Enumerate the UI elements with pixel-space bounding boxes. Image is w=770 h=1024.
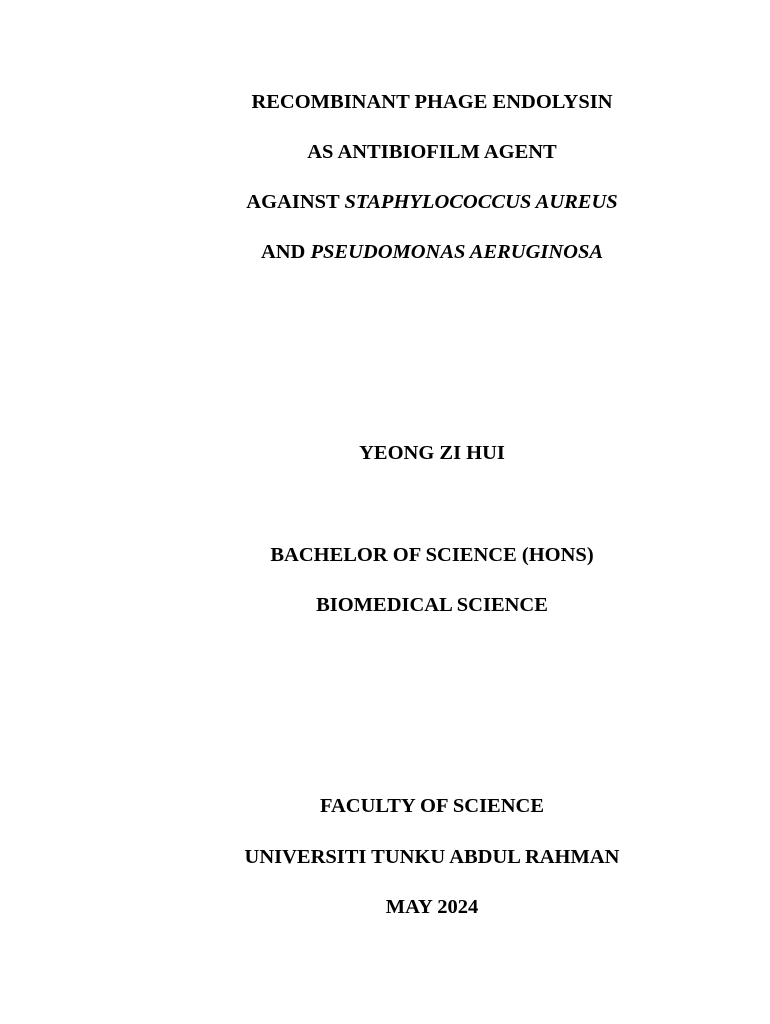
degree-line-1: BACHELOR OF SCIENCE (HONS)	[270, 544, 594, 566]
title-line-4-species: PSEUDOMONAS AERUGINOSA	[310, 241, 604, 263]
title-line-3-species: STAPHYLOCOCCUS AUREUS	[344, 191, 618, 213]
degree-line-2: BIOMEDICAL SCIENCE	[316, 594, 548, 616]
title-line-4	[0, 240, 770, 264]
university-name: UNIVERSITI TUNKU ABDUL RAHMAN	[244, 846, 620, 868]
author-name: YEONG ZI HUI	[359, 442, 505, 464]
faculty-name: FACULTY OF SCIENCE	[319, 795, 545, 817]
title-line-1: RECOMBINANT PHAGE ENDOLYSIN	[251, 91, 613, 113]
submission-date: MAY 2024	[385, 896, 479, 918]
title-line-4-plain: AND	[260, 241, 311, 263]
title-line-3-plain: AGAINST	[246, 191, 345, 213]
title-line-3	[0, 190, 770, 214]
title-line-2: AS ANTIBIOFILM AGENT	[307, 141, 557, 163]
